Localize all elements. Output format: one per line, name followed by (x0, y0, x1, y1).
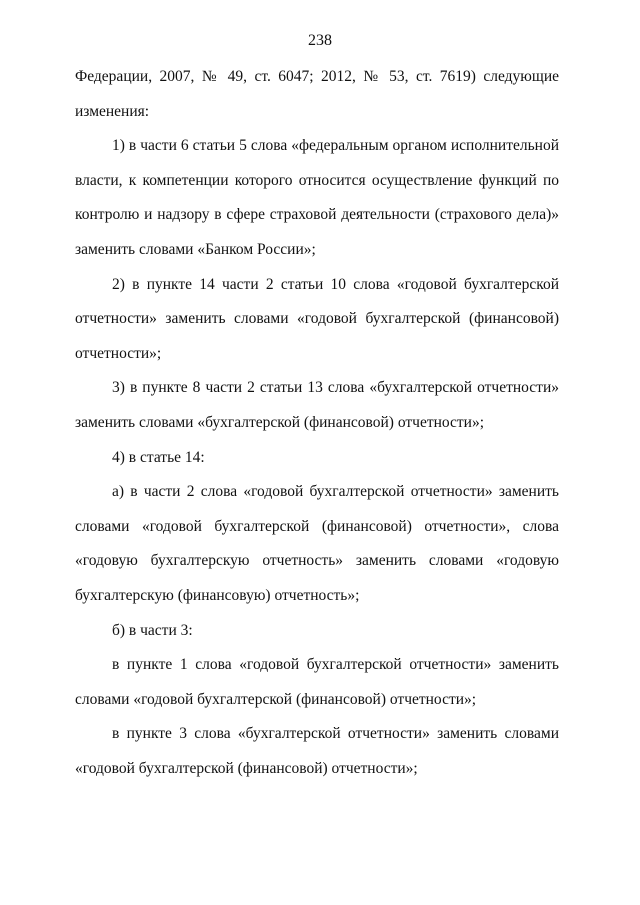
paragraph-item-4: 4) в статье 14: (112, 448, 205, 466)
paragraph-continuation: Федерации, 2007, № 49, ст. 6047; 2012, № 53, ст. 7619) следующие изменения: (75, 68, 559, 120)
document-body (75, 60, 559, 786)
paragraph-item-2: 2) в пункте 14 части 2 статьи 10 слова «годовой бухгалтерской отчетности» заменить словами «годовой бухгалтерской (финансовой) отчетности»; (75, 275, 559, 362)
paragraph-item-1: 1) в части 6 статьи 5 слова «федеральным органом исполнительной власти, к компетенции которого относится осуществление функций по контролю и надзору в сфере страховой деятельности (страхового дела)» заменить словами «Банком России»; (75, 137, 559, 258)
paragraph-point-1: в пункте 1 слова «годовой бухгалтерской отчетности» заменить словами «годовой бухгалтерской (финансовой) отчетности»; (75, 656, 559, 708)
paragraph-item-3: 3) в пункте 8 части 2 статьи 13 слова «бухгалтерской отчетности» заменить словами «бухгалтерской (финансовой) отчетности»; (75, 379, 559, 431)
page-number: 238 (308, 32, 332, 49)
paragraph-subitem-a: а) в части 2 слова «годовой бухгалтерской отчетности» заменить словами «годовой бухгалтерской (финансовой) отчетности», слова «годовую бухгалтерскую отчетность» заменить словами «годовую бухгалтерскую (финансовую) отчетность»; (75, 483, 559, 604)
paragraph-point-3: в пункте 3 слова «бухгалтерской отчетности» заменить словами «годовой бухгалтерской (финансовой) отчетности»; (75, 725, 559, 777)
paragraph-subitem-b: б) в части 3: (112, 621, 193, 639)
